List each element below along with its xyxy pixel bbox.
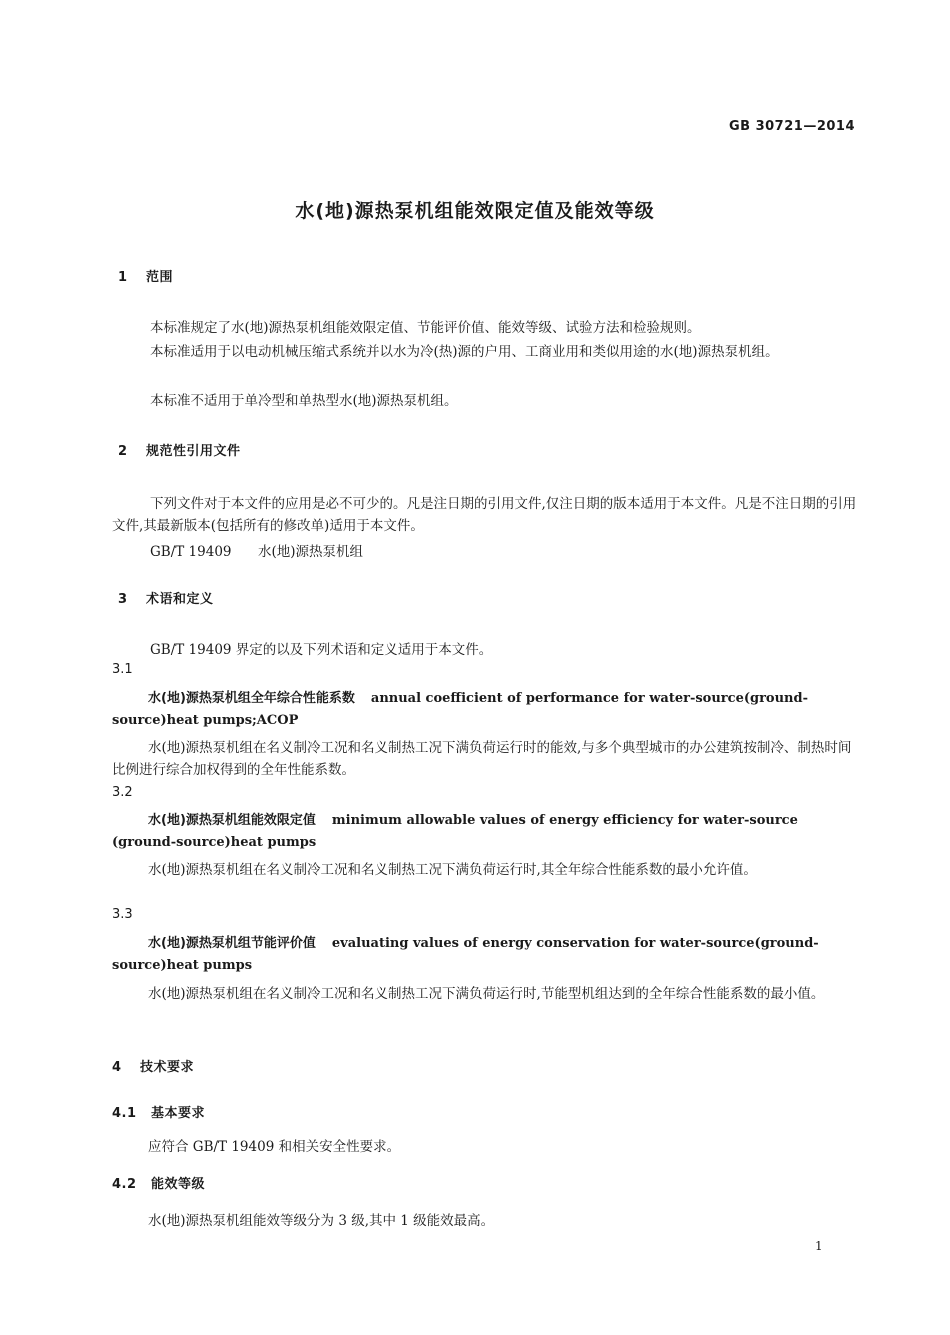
term-definition: 水(地)源热泵机组在名义制冷工况和名义制热工况下满负荷运行时的能效,与多个典型城市的办公建筑按制冷、制热时间比例进行综合加权得到的全年性能系数。 — [112, 740, 852, 778]
term-zh: 水(地)源热泵机组能效限定值 — [148, 813, 316, 828]
term-zh: 水(地)源热泵机组全年综合性能系数 — [148, 691, 355, 706]
section-3-heading — [118, 588, 214, 607]
section-number: 4 — [112, 1060, 122, 1075]
section-number: 2 — [118, 444, 128, 459]
section-title: 技术要求 — [140, 1060, 195, 1075]
reference-title: 水(地)源热泵机组 — [258, 544, 364, 560]
paragraph: 水(地)源热泵机组能效等级分为 3 级,其中 1 级能效最高。 — [148, 1213, 495, 1229]
section-1-heading — [118, 266, 173, 285]
term-en: minimum allowable values of energy efficiency for water-source (ground-source)heat pumps — [112, 813, 798, 850]
term-number: 3.1 — [112, 662, 133, 677]
term-entry — [112, 933, 852, 977]
term-entry — [112, 688, 852, 732]
section-number: 3 — [118, 592, 128, 607]
subsection-number: 4.2 — [112, 1177, 137, 1192]
paragraph: 本标准不适用于单冷型和单热型水(地)源热泵机组。 — [150, 393, 458, 409]
term-number: 3.3 — [112, 907, 133, 922]
section-2-heading — [118, 440, 241, 459]
standard-code: GB 30721—2014 — [728, 119, 855, 134]
page-number: 1 — [815, 1239, 823, 1253]
term-definition: 水(地)源热泵机组在名义制冷工况和名义制热工况下满负荷运行时,节能型机组达到的全年综合性能系数的最小值。 — [148, 986, 825, 1002]
subsection-4-2-heading — [112, 1173, 205, 1192]
term-entry — [112, 810, 852, 854]
subsection-title: 基本要求 — [151, 1106, 206, 1121]
section-title: 术语和定义 — [146, 592, 214, 607]
document-title: 水(地)源热泵机组能效限定值及能效等级 — [295, 200, 655, 222]
section-4-heading — [112, 1056, 194, 1075]
term-zh: 水(地)源热泵机组节能评价值 — [148, 936, 316, 951]
term-en: evaluating values of energy conservation for water-source(ground-source)heat pumps — [112, 936, 819, 973]
section-title: 范围 — [146, 270, 174, 285]
section-title: 规范性引用文件 — [146, 444, 241, 459]
paragraph: 下列文件对于本文件的应用是必不可少的。凡是注日期的引用文件,仅注日期的版本适用于本文件。凡是不注日期的引用文件,其最新版本(包括所有的修改单)适用于本文件。 — [112, 496, 857, 534]
paragraph: GB/T 19409 界定的以及下列术语和定义适用于本文件。 — [150, 642, 493, 658]
term-definition: 水(地)源热泵机组在名义制冷工况和名义制热工况下满负荷运行时,其全年综合性能系数的最小允许值。 — [148, 862, 757, 878]
reference-code: GB/T 19409 — [150, 544, 232, 560]
subsection-number: 4.1 — [112, 1106, 137, 1121]
subsection-4-1-heading — [112, 1102, 205, 1121]
paragraph: 本标准规定了水(地)源热泵机组能效限定值、节能评价值、能效等级、试验方法和检验规则。 — [150, 320, 701, 336]
section-number: 1 — [118, 270, 128, 285]
subsection-title: 能效等级 — [151, 1177, 206, 1192]
paragraph: 本标准适用于以电动机械压缩式系统并以水为冷(热)源的户用、工商业用和类似用途的水(地)源热泵机组。 — [150, 344, 779, 360]
paragraph: 应符合 GB/T 19409 和相关安全性要求。 — [148, 1139, 401, 1155]
term-number: 3.2 — [112, 785, 133, 800]
normative-reference — [150, 540, 363, 560]
term-en: annual coefficient of performance for water-source(ground-source)heat pumps;ACOP — [112, 691, 808, 728]
